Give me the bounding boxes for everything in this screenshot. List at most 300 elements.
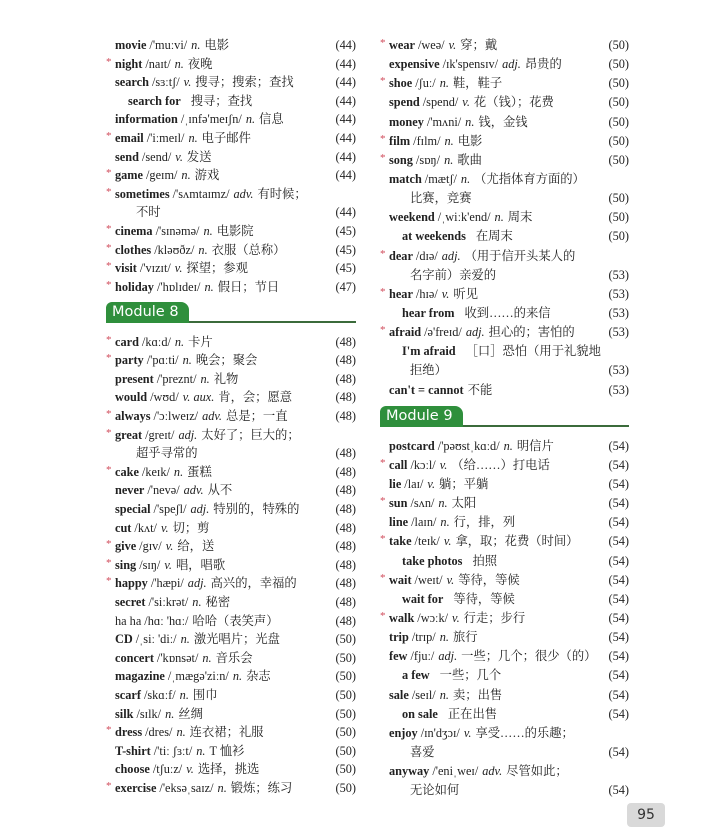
definition: 哈哈（表笑声）	[192, 613, 279, 628]
vocab-entry	[380, 513, 629, 532]
key-word-star-icon: *	[106, 260, 112, 273]
key-word-star-icon: *	[106, 538, 112, 551]
key-word-star-icon: *	[106, 575, 112, 588]
vocab-entry	[380, 132, 629, 151]
vocab-entry	[106, 593, 356, 612]
definition: 选择，挑选	[197, 762, 260, 777]
headword: at weekends	[402, 229, 466, 244]
phonetic: /'mʌni/	[426, 114, 462, 129]
phonetic: /sɪŋ/	[139, 557, 161, 572]
definition: 连衣裙；礼服	[189, 725, 264, 740]
module-title: Module 9	[380, 406, 463, 427]
page-reference: (44)	[335, 75, 356, 90]
phonetic: /kləʊðz/	[154, 242, 195, 257]
part-of-speech: adj.	[502, 57, 521, 72]
definition: 秘密	[205, 595, 231, 610]
phonetic: /ə'freɪd/	[424, 325, 462, 340]
part-of-speech: adv.	[202, 409, 223, 424]
headword: present	[115, 371, 154, 386]
page-reference: (54)	[608, 515, 629, 530]
definition: 围巾	[192, 687, 218, 702]
phonetic: /'tiː ʃɜːt/	[153, 743, 193, 758]
headword: search	[115, 75, 149, 90]
definition: 歌曲	[457, 152, 482, 167]
vocab-entry	[106, 612, 356, 631]
part-of-speech: n.	[196, 743, 206, 758]
headword: on sale	[402, 706, 438, 721]
vocab-entry	[380, 208, 629, 227]
part-of-speech: v.	[446, 572, 455, 587]
headword: can't = cannot	[389, 382, 464, 397]
vocab-entry	[106, 630, 356, 649]
phonetic: /ɪn'dʒɔɪ/	[420, 725, 460, 740]
part-of-speech: n.	[173, 464, 184, 479]
definition: 卡片	[188, 334, 213, 349]
page-reference: (50)	[335, 743, 356, 758]
page-reference: (44)	[335, 149, 356, 164]
part-of-speech: adj.	[465, 325, 485, 340]
entry-continuation	[380, 781, 629, 800]
headword: take photos	[402, 553, 463, 568]
headword: magazine	[115, 669, 165, 684]
definition: 唱，唱歌	[175, 557, 226, 572]
headword: night	[115, 56, 143, 71]
definition: 尽管如此；	[506, 764, 568, 779]
page-reference: (54)	[608, 438, 629, 453]
phonetic: /'muːvi/	[149, 38, 188, 52]
page-reference: (50)	[608, 229, 629, 244]
phonetic: /ˌsiː 'diː/	[135, 632, 177, 647]
part-of-speech: adj.	[441, 248, 461, 263]
part-of-speech: n.	[245, 112, 256, 127]
page-reference: (54)	[608, 783, 629, 798]
vocab-entry	[380, 285, 629, 304]
page-reference: (50)	[608, 114, 629, 129]
vocab-entry	[106, 148, 356, 167]
key-word-star-icon: *	[380, 151, 386, 164]
part-of-speech: n.	[176, 725, 186, 740]
phonetic: /dres/	[145, 725, 173, 740]
part-of-speech: n.	[217, 780, 227, 795]
page-reference: (54)	[608, 476, 629, 491]
page-reference: (44)	[335, 93, 356, 108]
vocabulary-column-right	[380, 36, 629, 800]
definition: 丝绸	[178, 706, 203, 721]
page-reference: (48)	[335, 539, 356, 554]
page-reference: (48)	[335, 520, 356, 535]
phonetic: /'pɑːti/	[146, 353, 179, 368]
key-word-star-icon: *	[106, 55, 112, 68]
part-of-speech: n.	[460, 171, 471, 186]
phonetic: /weɪt/	[414, 572, 443, 587]
headword: card	[115, 334, 139, 349]
headword: always	[115, 409, 151, 424]
page-reference: (50)	[335, 706, 356, 721]
definition: 享受……的乐趣；	[475, 725, 574, 740]
page-reference: (48)	[335, 576, 356, 591]
key-word-star-icon: *	[106, 167, 112, 180]
part-of-speech: n.	[494, 210, 504, 225]
definition: 衣服（总称）	[211, 242, 286, 257]
part-of-speech: v.	[441, 286, 450, 301]
vocab-entry	[380, 724, 629, 743]
page-reference: (48)	[335, 595, 356, 610]
vocab-entry	[380, 55, 629, 74]
headword: sale	[389, 687, 409, 702]
vocab-entry	[106, 241, 356, 260]
phrase-entry	[380, 590, 629, 609]
vocab-entry	[106, 667, 356, 686]
page-reference: (54)	[608, 610, 629, 625]
definition: 不时	[136, 205, 161, 220]
part-of-speech: v.	[183, 75, 192, 90]
vocab-entry	[106, 110, 356, 129]
part-of-speech: v.	[174, 261, 183, 276]
definition: 太阳	[451, 496, 477, 511]
phonetic: /gɪv/	[139, 539, 162, 554]
phonetic: /ʃuː/	[415, 76, 436, 91]
key-word-star-icon: *	[106, 333, 112, 346]
phonetic: /hɪə/	[415, 286, 438, 301]
page-reference: (44)	[335, 130, 356, 145]
vocab-entry	[380, 437, 629, 456]
phonetic: /'eniˌweɪ/	[432, 764, 479, 779]
part-of-speech: n.	[181, 168, 191, 183]
part-of-speech: n.	[440, 515, 450, 530]
page-reference: (48)	[335, 502, 356, 517]
vocab-entry	[106, 779, 356, 798]
phonetic: /kɑːd/	[141, 334, 171, 349]
vocab-entry	[380, 113, 629, 132]
vocab-entry	[106, 351, 356, 370]
key-word-star-icon: *	[380, 37, 386, 49]
vocab-entry	[380, 74, 629, 93]
definition: 电影	[204, 38, 230, 52]
key-word-star-icon: *	[380, 571, 386, 584]
definition: 音乐会	[215, 650, 253, 665]
definition: 昂贵的	[524, 57, 562, 72]
vocab-entry	[106, 574, 356, 593]
headword: T-shirt	[115, 743, 151, 758]
phonetic: /laɪ/	[404, 476, 424, 491]
part-of-speech: n.	[192, 595, 202, 610]
phonetic: /mætʃ/	[424, 171, 457, 186]
key-word-star-icon: *	[106, 241, 112, 254]
page-reference: (54)	[608, 572, 629, 587]
page-reference: (53)	[608, 286, 629, 301]
part-of-speech: n.	[232, 669, 243, 684]
definition: 躺；平躺	[439, 476, 489, 491]
phrase-entry	[380, 666, 629, 685]
definition: 名字前）亲爱的	[410, 267, 497, 282]
definition: 特别的，特殊的	[213, 502, 300, 517]
page-reference: (54)	[608, 687, 629, 702]
page-reference: (47)	[335, 279, 356, 294]
page-reference: (54)	[608, 706, 629, 721]
vocab-entry	[106, 166, 356, 185]
vocab-entry	[106, 36, 356, 55]
definition: 拿，取；花费（时间）	[455, 534, 579, 549]
vocab-entry	[380, 762, 629, 781]
headword: enjoy	[389, 725, 418, 740]
module-title: Module 8	[106, 302, 189, 323]
headword: clothes	[115, 242, 152, 257]
definition: 电子邮件	[201, 130, 251, 145]
phonetic: /'sɪnəmə/	[155, 223, 200, 238]
phonetic: /'hɒlɪdeɪ/	[156, 279, 201, 294]
vocab-entry	[106, 129, 356, 148]
headword: shoe	[389, 76, 413, 91]
phonetic: /dɪə/	[415, 248, 438, 263]
vocab-entry	[106, 742, 356, 761]
key-word-star-icon: *	[106, 408, 112, 421]
headword: cinema	[115, 223, 153, 238]
part-of-speech: adj.	[187, 576, 207, 591]
key-word-star-icon: *	[106, 556, 112, 569]
headword: postcard	[389, 438, 435, 453]
headword: information	[115, 112, 178, 127]
key-word-star-icon: *	[380, 324, 386, 337]
page-reference: (48)	[335, 464, 356, 479]
phonetic: /'iːmeɪl/	[146, 130, 185, 145]
definition: ［口］恐怕（用于礼貌地	[465, 344, 601, 359]
headword: give	[115, 539, 137, 554]
part-of-speech: v.	[164, 557, 172, 572]
headword: match	[389, 171, 422, 186]
vocab-entry	[380, 475, 629, 494]
phonetic: /'pəʊstˌkɑːd/	[437, 438, 500, 453]
headword: wear	[389, 38, 415, 52]
headword: afraid	[389, 325, 422, 340]
phonetic: /'eksəˌsaɪz/	[159, 780, 214, 795]
phonetic: /'hæpi/	[150, 576, 184, 591]
vocab-entry	[106, 407, 356, 426]
phonetic: /spend/	[422, 95, 459, 110]
phonetic: /teɪk/	[414, 534, 440, 549]
part-of-speech: v.	[186, 762, 194, 777]
phrase-entry	[106, 92, 356, 111]
definition: 鞋，鞋子	[452, 76, 503, 91]
vocab-entry	[380, 647, 629, 666]
part-of-speech: adv.	[183, 483, 204, 498]
page-reference: (54)	[608, 744, 629, 759]
phonetic: /greɪt/	[145, 427, 175, 442]
part-of-speech: n.	[200, 371, 210, 386]
entry-continuation	[106, 203, 356, 222]
part-of-speech: n.	[198, 242, 208, 257]
headword: scarf	[115, 687, 141, 702]
key-word-star-icon: *	[106, 352, 112, 365]
definition: 夜晚	[187, 56, 213, 71]
headword: weekend	[389, 210, 435, 225]
definition: 拒绝）	[410, 363, 447, 378]
vocab-entry	[380, 494, 629, 513]
definition: 钱，金钱	[478, 114, 528, 129]
page-reference: (50)	[335, 762, 356, 777]
page-reference: (48)	[335, 353, 356, 368]
phonetic: /fjuː/	[410, 649, 435, 664]
definition: 总是；一直	[226, 409, 288, 424]
headword: party	[115, 353, 144, 368]
headword: never	[115, 483, 145, 498]
part-of-speech: adj.	[438, 649, 458, 664]
key-word-star-icon: *	[106, 779, 112, 792]
vocab-entry	[106, 723, 356, 742]
definition: 行走；步行	[463, 610, 526, 625]
definition: 太好了；巨大的；	[201, 427, 300, 442]
part-of-speech: n.	[180, 632, 190, 647]
vocab-entry	[380, 247, 629, 266]
headword: choose	[115, 762, 150, 777]
headword: money	[389, 114, 424, 129]
definition: 切；剪	[172, 520, 210, 535]
headword: special	[115, 502, 151, 517]
part-of-speech: n.	[503, 438, 513, 453]
vocab-entry	[380, 609, 629, 628]
vocab-entry	[380, 323, 629, 342]
page-reference: (48)	[335, 334, 356, 349]
headword: secret	[115, 595, 146, 610]
page-reference: (50)	[608, 38, 629, 52]
headword: movie	[115, 38, 147, 52]
entry-continuation	[380, 189, 629, 208]
page-reference: (50)	[335, 632, 356, 647]
phonetic: /fɪlm/	[413, 133, 441, 148]
headword: wait	[389, 572, 412, 587]
vocab-entry	[106, 333, 356, 352]
definition: 旅行	[452, 630, 478, 645]
definition: 穿；戴	[460, 38, 498, 52]
headword: walk	[389, 610, 415, 625]
definition: 无论如何	[410, 783, 460, 798]
page-reference: (44)	[335, 38, 356, 52]
page-reference: (53)	[608, 325, 629, 340]
headword: hear	[389, 286, 413, 301]
part-of-speech: n.	[174, 56, 184, 71]
phonetic: /laɪn/	[411, 515, 437, 530]
headword: sometimes	[115, 186, 170, 201]
definition: 收到……的来信	[464, 305, 551, 320]
part-of-speech: v.	[439, 457, 448, 472]
definition: 高兴的，幸福的	[210, 576, 297, 591]
definition: 不能	[467, 382, 493, 397]
part-of-speech: n.	[465, 114, 475, 129]
headword: would	[115, 390, 148, 405]
vocab-entry	[106, 426, 356, 445]
key-word-star-icon: *	[380, 247, 386, 260]
phonetic: /sʌn/	[410, 496, 435, 511]
definition: 等待，等候	[453, 591, 515, 606]
vocab-entry	[380, 686, 629, 705]
definition: 等待，等候	[458, 572, 520, 587]
definition: （给……）打电话	[451, 457, 550, 472]
page-reference: (48)	[335, 371, 356, 386]
vocab-entry	[106, 278, 356, 297]
page-reference: (50)	[335, 780, 356, 795]
page-reference: (53)	[608, 267, 629, 282]
key-word-star-icon: *	[106, 222, 112, 235]
definition: 礼物	[213, 371, 239, 386]
part-of-speech: n.	[188, 130, 198, 145]
definition: 正在出售	[447, 706, 498, 721]
definition: 游戏	[194, 168, 220, 183]
phonetic: /'kɒnsət/	[156, 650, 199, 665]
vocab-entry	[106, 185, 356, 204]
phonetic: /'preznt/	[156, 371, 197, 386]
definition: （尤指体育方面的）	[474, 171, 585, 186]
definition: 蛋糕	[187, 464, 212, 479]
phonetic: /weə/	[417, 38, 445, 52]
definition: 探望；参观	[186, 261, 248, 276]
phonetic: /ˌɪnfə'meɪʃn/	[180, 112, 242, 127]
definition: 发送	[186, 149, 212, 164]
page-reference: (45)	[335, 223, 356, 238]
headword: line	[389, 515, 409, 530]
page-reference: (44)	[335, 168, 356, 183]
vocab-entry	[380, 628, 629, 647]
vocab-entry	[106, 481, 356, 500]
part-of-speech: adj.	[178, 427, 198, 442]
headword: call	[389, 457, 408, 472]
definition: 听见	[453, 286, 478, 301]
page-reference: (54)	[608, 496, 629, 511]
vocab-entry	[380, 532, 629, 551]
part-of-speech: v.	[452, 610, 460, 625]
entry-continuation	[106, 444, 356, 463]
headword: visit	[115, 261, 137, 276]
definition: 搜寻；查找	[190, 93, 253, 108]
page-reference: (50)	[608, 57, 629, 72]
page-reference: (54)	[608, 668, 629, 683]
vocab-entry	[106, 73, 356, 92]
key-word-star-icon: *	[380, 285, 386, 298]
phonetic: /'ɔːlweɪz/	[153, 409, 199, 424]
phonetic: /'vɪzɪt/	[139, 261, 171, 276]
phonetic: /kɔːl/	[410, 457, 436, 472]
page-reference: (45)	[335, 242, 356, 257]
headword: spend	[389, 95, 420, 110]
part-of-speech: n.	[439, 76, 449, 91]
vocab-entry	[106, 705, 356, 724]
definition: 信息	[259, 112, 284, 127]
definition: 从不	[207, 483, 233, 498]
definition: 肯，会；愿意	[218, 390, 293, 405]
entry-continuation	[380, 266, 629, 285]
definition: 一些；几个；很少（的）	[461, 649, 597, 664]
part-of-speech: n.	[165, 706, 175, 721]
page-reference: (48)	[335, 409, 356, 424]
page-reference: (54)	[608, 649, 629, 664]
vocab-entry	[380, 93, 629, 112]
part-of-speech: n.	[438, 496, 448, 511]
phrase-entry	[380, 705, 629, 724]
vocabulary-column-left	[106, 36, 356, 798]
vocab-entry	[380, 170, 629, 189]
phonetic: /ˌmægə'ziːn/	[167, 669, 229, 684]
headword: email	[115, 130, 144, 145]
page-reference: (48)	[335, 557, 356, 572]
headword: sun	[389, 496, 408, 511]
vocab-entry	[106, 500, 356, 519]
part-of-speech: n.	[444, 152, 454, 167]
headword: expensive	[389, 57, 440, 72]
headword: search for	[128, 93, 181, 108]
definition: 周末	[507, 210, 533, 225]
page-reference: (48)	[335, 446, 356, 461]
definition: 杂志	[246, 669, 271, 684]
phonetic: /naɪt/	[145, 56, 171, 71]
headword: dress	[115, 725, 143, 740]
